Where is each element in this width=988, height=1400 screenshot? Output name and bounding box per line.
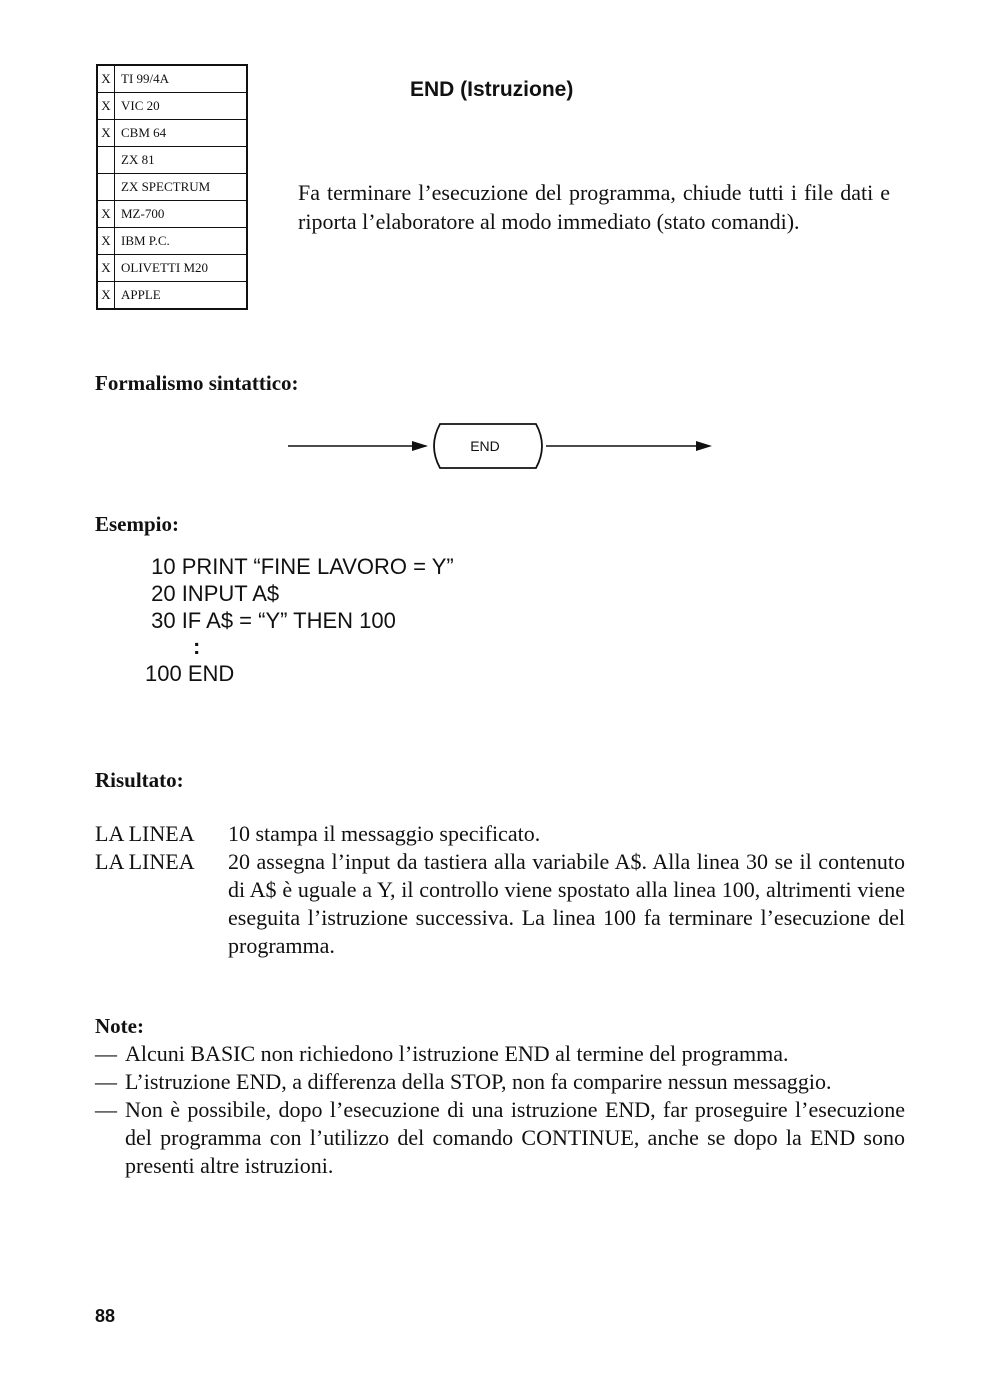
machine-name: IBM P.C. bbox=[115, 228, 248, 255]
note-item bbox=[95, 1096, 905, 1180]
note-dash: — bbox=[95, 1069, 117, 1094]
compatibility-mark: X bbox=[97, 255, 115, 282]
code-example bbox=[145, 553, 454, 687]
machine-name: CBM 64 bbox=[115, 120, 248, 147]
compatibility-mark: X bbox=[97, 228, 115, 255]
note-item bbox=[95, 1040, 905, 1068]
compatibility-table bbox=[96, 64, 248, 310]
compatibility-row bbox=[97, 65, 247, 93]
description: Fa terminare l’esecuzione del programma, chiude tutti i file dati e riporta l’elaboratore al modo immediato (stato comandi). bbox=[298, 180, 890, 234]
note-dash: — bbox=[95, 1097, 117, 1122]
machine-name: VIC 20 bbox=[115, 93, 248, 120]
result-section bbox=[95, 820, 905, 960]
note-dash: — bbox=[95, 1041, 117, 1066]
compatibility-mark: X bbox=[97, 120, 115, 147]
result-row bbox=[95, 820, 905, 848]
result-text: 10 stampa il messaggio specificato. bbox=[228, 821, 541, 846]
compatibility-mark: X bbox=[97, 201, 115, 228]
example-heading: Esempio: bbox=[95, 512, 179, 536]
compatibility-mark: X bbox=[97, 65, 115, 93]
notes-heading: Note: bbox=[95, 1014, 144, 1038]
syntax-diagram bbox=[280, 420, 720, 476]
result-label: LA LINEA bbox=[95, 849, 195, 874]
compatibility-row bbox=[97, 282, 247, 310]
compatibility-mark bbox=[97, 174, 115, 201]
page-number: 88 bbox=[95, 1306, 116, 1326]
note-text: Alcuni BASIC non richiedono l’istruzione END al termine del programma. bbox=[125, 1041, 789, 1066]
result-text: 20 assegna l’input da tastiera alla variabile A$. Alla linea 30 se il contenuto di A$ è uguale a Y, il controllo viene spostato alla linea 100, altrimenti viene eseguita l’istruzione successiva. La linea 100 fa terminare l’esecuzione del programma. bbox=[228, 849, 905, 958]
syntax-entry-arrow bbox=[412, 441, 428, 451]
machine-name: OLIVETTI M20 bbox=[115, 255, 248, 282]
code-ellipsis-icon: : bbox=[193, 634, 201, 659]
syntax-heading: Formalismo sintattico: bbox=[95, 371, 299, 395]
syntax-keyword: END bbox=[470, 438, 500, 454]
code-line: 100 END bbox=[145, 661, 235, 686]
notes-list bbox=[95, 1040, 905, 1180]
machine-name: ZX SPECTRUM bbox=[115, 174, 248, 201]
syntax-exit-arrow bbox=[696, 441, 712, 451]
compatibility-mark: X bbox=[97, 93, 115, 120]
note-text: L’istruzione END, a differenza della STOP, non fa comparire nessun messaggio. bbox=[125, 1069, 832, 1094]
compatibility-row bbox=[97, 228, 247, 255]
note-text: Non è possibile, dopo l’esecuzione di una istruzione END, far proseguire l’esecuzione del programma con l’utilizzo del comando CONTINUE, anche se dopo la END sono presenti altre istruzioni. bbox=[125, 1097, 905, 1178]
result-label: LA LINEA bbox=[95, 821, 195, 846]
compatibility-row bbox=[97, 255, 247, 282]
machine-name: MZ-700 bbox=[115, 201, 248, 228]
result-heading: Risultato: bbox=[95, 768, 184, 792]
compatibility-row bbox=[97, 120, 247, 147]
compatibility-row bbox=[97, 147, 247, 174]
page-title: END (Istruzione) bbox=[410, 78, 574, 101]
note-item bbox=[95, 1068, 905, 1096]
code-line: 10 PRINT “FINE LAVORO = Y” bbox=[145, 554, 454, 579]
compatibility-mark: X bbox=[97, 282, 115, 310]
machine-name: APPLE bbox=[115, 282, 248, 310]
compatibility-row bbox=[97, 174, 247, 201]
code-line: 20 INPUT A$ bbox=[145, 581, 280, 606]
compatibility-row bbox=[97, 93, 247, 120]
machine-name: ZX 81 bbox=[115, 147, 248, 174]
result-row bbox=[95, 848, 905, 960]
compatibility-mark bbox=[97, 147, 115, 174]
machine-name: TI 99/4A bbox=[115, 65, 248, 93]
code-line: 30 IF A$ = “Y” THEN 100 bbox=[145, 608, 396, 633]
compatibility-row bbox=[97, 201, 247, 228]
